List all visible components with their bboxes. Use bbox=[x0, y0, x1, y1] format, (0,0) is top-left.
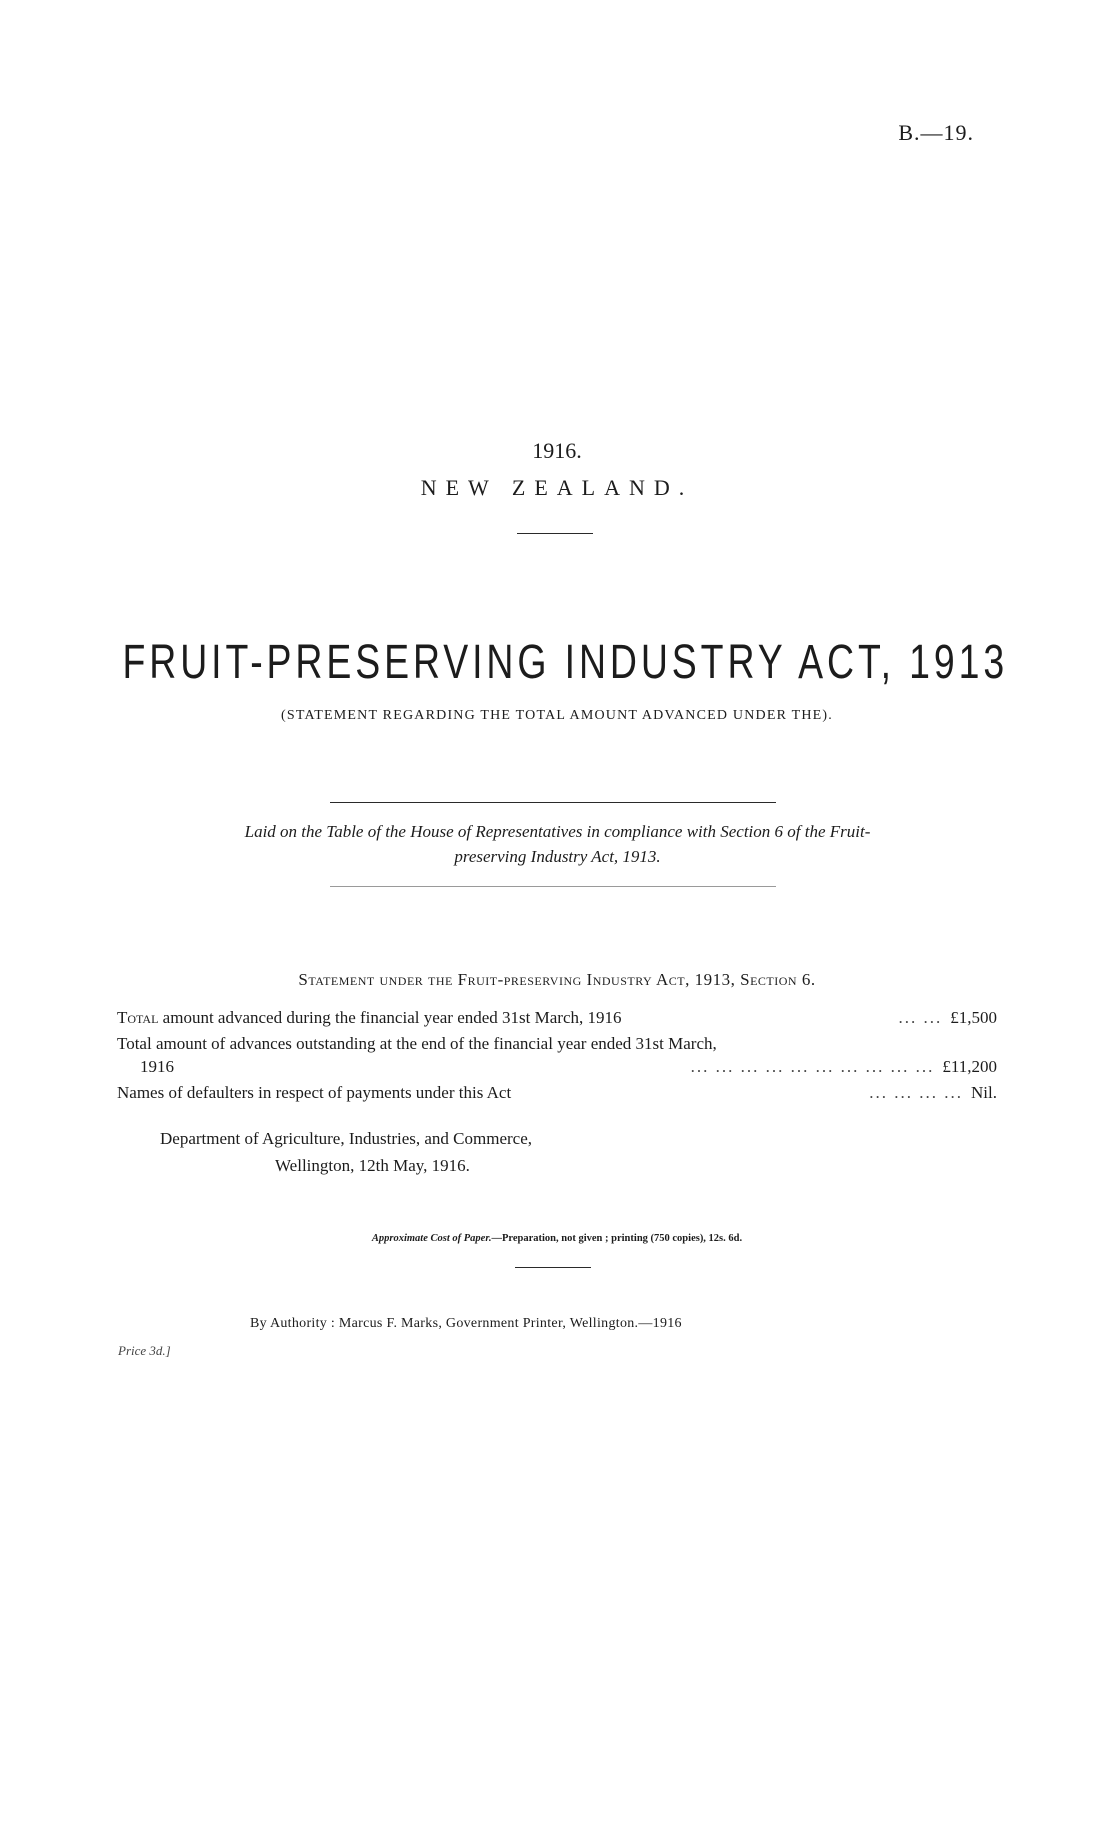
laid-line-1: Laid on the Table of the House of Representatives in compliance with Section 6 of the Fruit- bbox=[244, 822, 871, 841]
laid-on-table-note bbox=[115, 819, 1000, 869]
department-date: Wellington, 12th May, 1916. bbox=[275, 1156, 470, 1175]
document-year: 1916. bbox=[532, 438, 582, 463]
statement-row bbox=[117, 1034, 997, 1054]
document-reference: B.—19. bbox=[898, 120, 974, 145]
statement-row-label: Total amount of advances outstanding at the end of the financial year ended 31st March, bbox=[117, 1034, 717, 1053]
statement-row bbox=[117, 1008, 997, 1028]
department-name: Department of Agriculture, Industries, and Commerce, bbox=[160, 1129, 532, 1148]
leader-dots: ... ... ... ... bbox=[869, 1083, 964, 1102]
statement-row-value: Nil. bbox=[971, 1083, 997, 1102]
country-heading: NEW ZEALAND. bbox=[420, 475, 694, 500]
cost-of-paper-note bbox=[0, 1233, 1114, 1244]
document-title: FRUIT-PRESERVING INDUSTRY ACT, 1913 bbox=[122, 636, 1009, 689]
printer-imprint: By Authority : Marcus F. Marks, Government Printer, Wellington.—1916 bbox=[250, 1316, 682, 1331]
leader-dots: ... ... ... ... ... ... ... ... ... ... bbox=[690, 1057, 935, 1076]
statement-row-label: 1916 bbox=[140, 1057, 174, 1076]
divider bbox=[330, 802, 776, 803]
statement-row-label: Total amount advanced during the financial year ended 31st March, 1916 bbox=[117, 1008, 622, 1027]
cost-label: Approximate Cost of Paper. bbox=[371, 1233, 492, 1244]
document-subtitle: (STATEMENT REGARDING THE TOTAL AMOUNT ADVANCED UNDER THE). bbox=[281, 708, 833, 723]
laid-line-2: preserving Industry Act, 1913. bbox=[454, 847, 661, 866]
statement-row bbox=[117, 1083, 997, 1103]
statement-row-value: £11,200 bbox=[942, 1057, 997, 1076]
statement-heading: Statement under the Fruit-preserving Industry Act, 1913, Section 6. bbox=[298, 970, 816, 989]
cost-text: —Preparation, not given ; printing (750 copies), 12s. 6d. bbox=[491, 1233, 743, 1244]
price-note: Price 3d.] bbox=[118, 1343, 171, 1358]
statement-row-value: £1,500 bbox=[950, 1008, 997, 1027]
divider bbox=[517, 533, 593, 534]
leader-dots: ... ... bbox=[898, 1008, 943, 1027]
divider bbox=[330, 886, 776, 887]
divider bbox=[515, 1267, 591, 1268]
statement-row-continuation bbox=[140, 1057, 997, 1077]
statement-row-label: Names of defaulters in respect of payments under this Act bbox=[117, 1083, 512, 1102]
